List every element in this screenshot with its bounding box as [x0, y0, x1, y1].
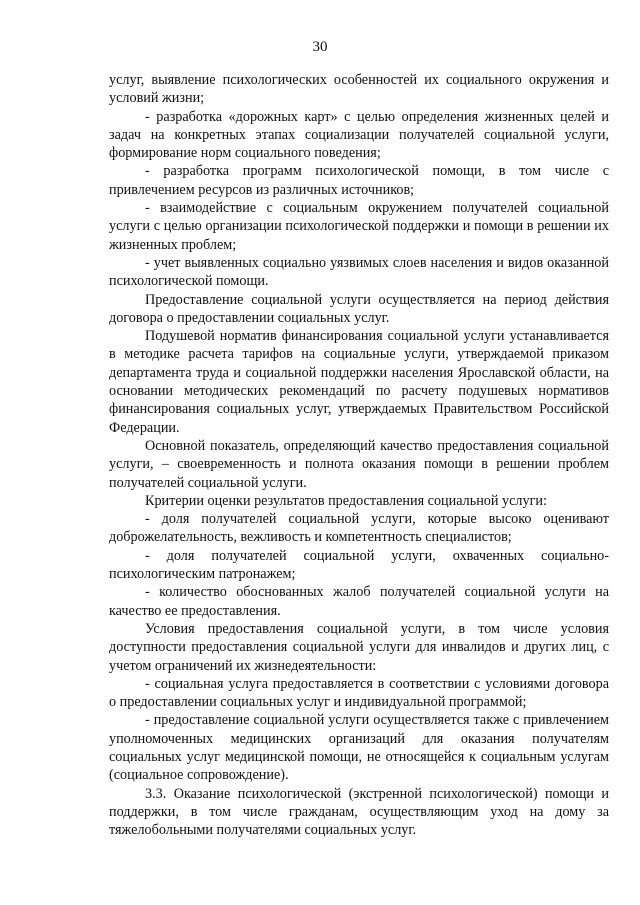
- paragraph: - социальная услуга предоставляется в соответствии с условиями договора о предоставлении социальных услуг и индивидуальной программой;: [109, 675, 609, 711]
- paragraph: услуг, выявление психологических особенностей их социального окружения и условий жизни;: [109, 72, 609, 107]
- paragraph: Основной показатель, определяющий качество предоставления социальной услуги, – своевременность и полнота оказания помощи в решении проблем получателей социальной услуги.: [109, 437, 609, 491]
- paragraph: - разработка «дорожных карт» с целью определения жизненных целей и задач на конкретных этапах социализации получателей социальной услуги, формирование норм социального поведения;: [109, 108, 609, 162]
- page-number: 30: [312, 39, 328, 55]
- paragraph: Подушевой норматив финансирования социальной услуги устанавливается в методике расчета тарифов на социальные услуги, утверждаемой приказом департамента труда и социальной поддержки населения Ярославской области, на основании методических рекомендаций по расчету подушевых нормативов финансирования социальных услуг, утверждаемых Правительством Российской Федерации.: [109, 328, 609, 436]
- paragraph: - предоставление социальной услуги осуществляется также с привлечением уполномоченных медицинских организаций для оказания получателям социальных услуг медицинской помощи, не относящейся к социальным услугам (социальное сопровождение).: [109, 712, 609, 784]
- paragraph: - разработка программ психологической помощи, в том числе с привлечением ресурсов из различных источников;: [109, 163, 609, 198]
- document-body: [109, 71, 609, 839]
- paragraph: Условия предоставления социальной услуги, в том числе условия доступности предоставления социальной услуги для инвалидов и других лиц, с учетом ограничений их жизнедеятельности:: [109, 620, 609, 674]
- paragraph: - количество обоснованных жалоб получателей социальной услуги на качество ее предоставления.: [109, 584, 609, 619]
- paragraph: - доля получателей социальной услуги, охваченных социально-психологическим патронажем;: [109, 547, 609, 583]
- paragraph: 3.3. Оказание психологической (экстренной психологической) помощи и поддержки, в том числе гражданам, осуществляющим уход на дому за тяжелобольными получателями социальных услуг.: [109, 785, 609, 839]
- paragraph: Критерии оценки результатов предоставления социальной услуги:: [145, 492, 547, 509]
- paragraph: Предоставление социальной услуги осуществляется на период действия договора о предоставлении социальных услуг.: [109, 291, 609, 326]
- paragraph: - доля получателей социальной услуги, которые высоко оценивают доброжелательность, вежливость и компетентность специалистов;: [109, 511, 609, 546]
- paragraph: - учет выявленных социально уязвимых слоев населения и видов оказанной психологической помощи.: [109, 254, 609, 290]
- paragraph: - взаимодействие с социальным окружением получателей социальной услуги с целью организации психологической поддержки и помощи в решении их жизненных проблем;: [109, 200, 609, 253]
